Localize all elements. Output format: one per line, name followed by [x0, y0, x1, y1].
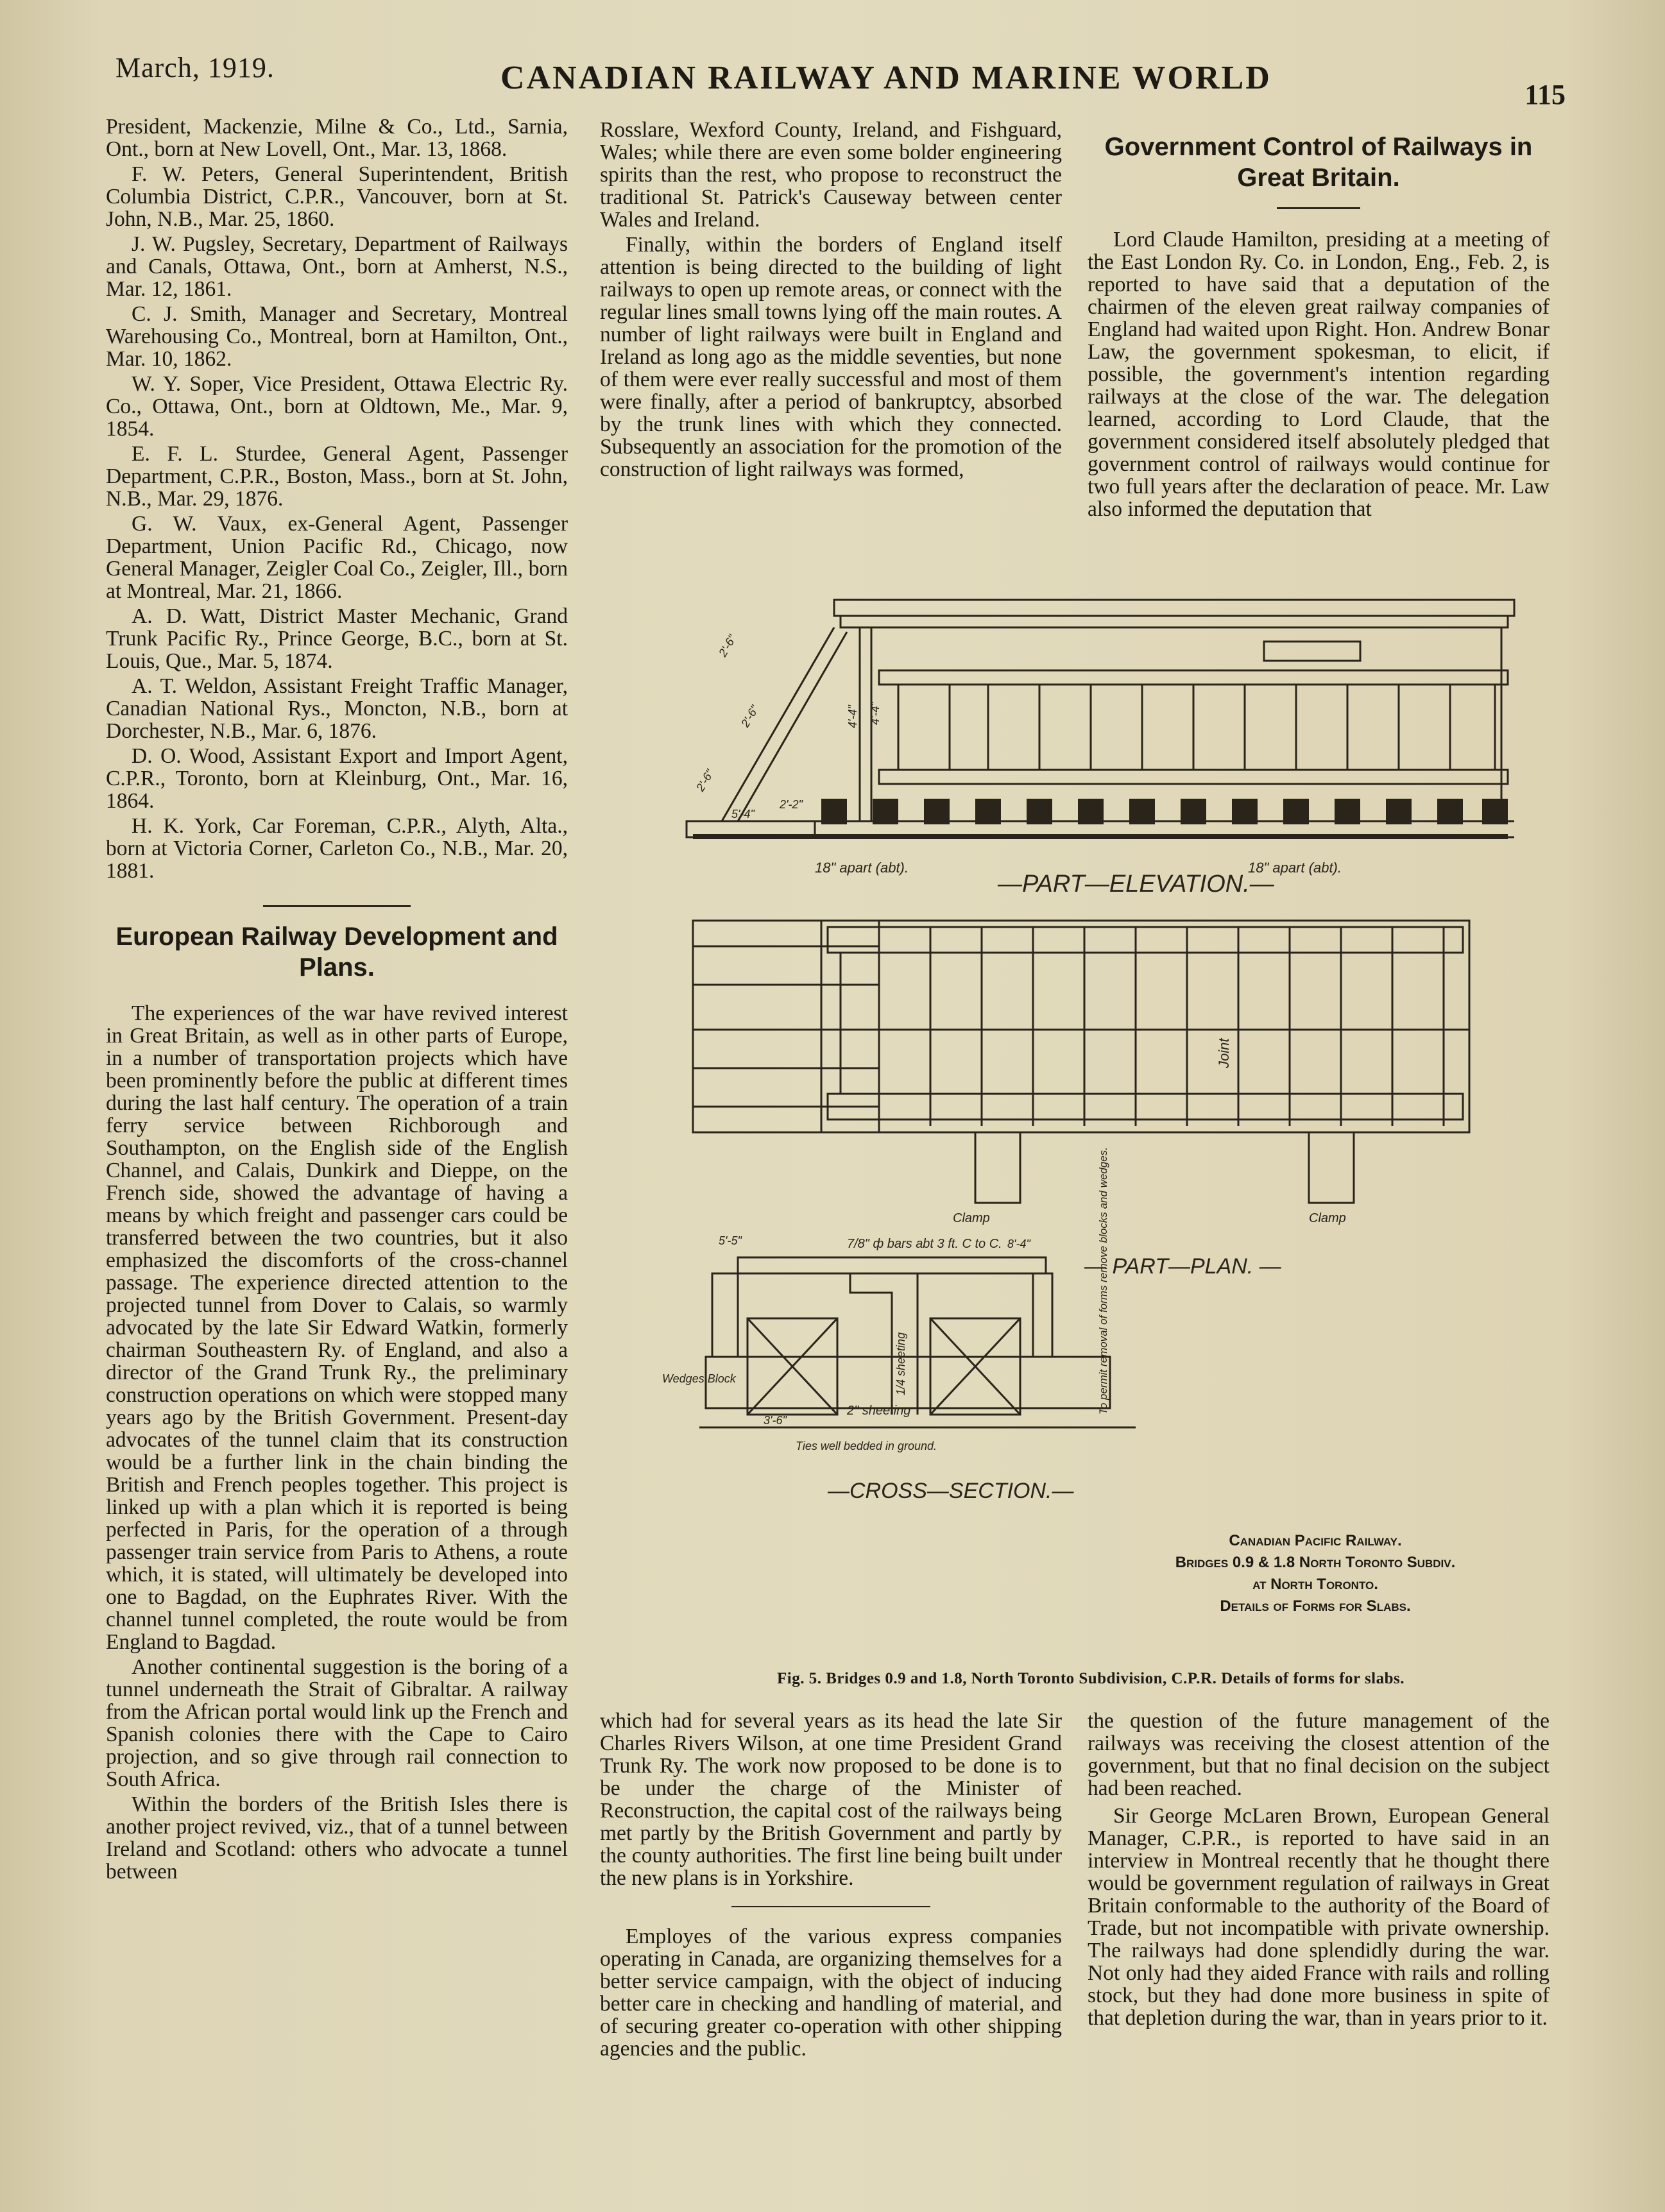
page-number: 115 [1524, 79, 1566, 110]
paragraph: Employes of the various express companies operating in Canada, are organizing themselves for a better service campaign, with the object of inducing better care in checking and handling of material, and of securing greater co-operation with other shipping agencies and the public. [600, 1925, 1062, 2061]
dim-label: 4'-4" [869, 702, 882, 725]
railway-location: at North Toronto. [1252, 1576, 1378, 1593]
paragraph: J. W. Pugsley, Secretary, Department of Railways and Canals, Ottawa, Ont., born at Amherst, N.S., Mar. 12, 1861. [106, 232, 568, 301]
paragraph: C. J. Smith, Manager and Secretary, Montreal Warehousing Co., Montreal, born at Hamilton, Ont., Mar. 10, 1862. [106, 302, 568, 371]
paragraph: H. K. York, Car Foreman, C.P.R., Alyth, Alta., born at Victoria Corner, Carleton Co., N.B., Mar. 20, 1881. [106, 814, 568, 883]
paragraph: A. D. Watt, District Master Mechanic, Grand Trunk Pacific Ry., Prince George, B.C., born at St. Louis, Que., Mar. 5, 1874. [106, 604, 568, 673]
government-control-heading: Government Control of Railways in Great Britain. [1104, 133, 1533, 192]
paragraph: G. W. Vaux, ex-General Agent, Passenger Department, Union Pacific Rd., Chicago, now General Manager, Zeigler Coal Co., Zeigler, Ill., born at Montreal, Mar. 21, 1866. [106, 512, 568, 603]
heading-rule [1277, 207, 1360, 209]
paragraph: D. O. Wood, Assistant Export and Import Agent, C.P.R., Toronto, born at Kleinburg, Ont., Mar. 16, 1864. [106, 744, 568, 813]
paragraph: the question of the future management of the railways was receiving the closest attention of the government, but that no final decision on the subject had been reached. [1088, 1709, 1550, 1800]
apart-left-label: 18" apart (abt). [815, 860, 909, 876]
paragraph: Sir George McLaren Brown, European General Manager, C.P.R., is reported to have said in an interview in Montreal recently that he thought there would be government regulation of railways in Great Britain conformable to the authority of the Board of Trade, but not incompatible with private ownership. The railways had done splendidly during the war. Not only had they aided France with rails and rolling stock, but they had done more business in spite of that depletion during the war, than in years prior to it. [1088, 1804, 1550, 2030]
dim-label: 2'-2" [780, 798, 803, 811]
column-3-top [1088, 132, 1550, 523]
paragraph: F. W. Peters, General Superintendent, British Columbia District, C.P.R., Vancouver, born at St. John, N.B., Mar. 25, 1860. [106, 162, 568, 231]
sheeting-horizontal-label: 2" sheeting [847, 1404, 911, 1418]
paragraph: Lord Claude Hamilton, presiding at a meeting of the East London Ry. Co. in London, Eng., Feb. 2, is reported to have said that a deputation of the chairmen of the eleven great railway companies of England had waited upon Right. Hon. Andrew Bonar Law, the government spokesman, to elicit, if possible, the government's intention regarding railways at the close of the war. The delegation learned, according to Lord Claude, that the government considered itself absolutely pledged that government control of railways would continue for two full years after the declaration of peace. Mr. Law also informed the deputation that [1088, 228, 1550, 521]
dim-label: 2'-6" [716, 632, 739, 659]
dim-label: 4'-4" [846, 705, 859, 728]
paragraph: W. Y. Soper, Vice President, Ottawa Electric Ry. Co., Ottawa, Ont., born at Oldtown, Me., Mar. 9, 1854. [106, 372, 568, 441]
paragraph: E. F. L. Sturdee, General Agent, Passenger Department, C.P.R., Boston, Mass., born at St. John, N.B., Mar. 29, 1876. [106, 442, 568, 511]
european-heading: European Railway Development and Plans. [115, 923, 558, 982]
paragraph: Rosslare, Wexford County, Ireland, and Fishguard, Wales; while there are even some bolder engineering spirits than the rest, who propose to reconstruct the traditional St. Patrick's Causeway between center Wales and Ireland. [600, 118, 1062, 232]
railway-name: Canadian Pacific Railway. [1229, 1532, 1402, 1549]
paragraph: Another continental suggestion is the boring of a tunnel underneath the Strait of Gibraltar. A railway from the African portal would link up the French and Spanish colonies there with the Cape to Cairo projection, and so give through rail connection to South Africa. [106, 1655, 568, 1791]
page-header [115, 45, 1566, 109]
paragraph: The experiences of the war have revived interest in Great Britain, as well as in other parts of Europe, in a number of transportation projects which have been prominently before the public at different times during the last half century. The operation of a train ferry service between Richborough and Southampton, on the English side of the English Channel, and Calais, Dunkirk and Dieppe, on the French side, showed the advantage of having a means by which freight and passenger cars could be transferred between the two countries, but it also emphasized the discomforts of the cross-channel passage. The experience directed attention to the projected tunnel from Dover to Calais, so warmly advocated by the late Sir Edward Watkin, formerly chairman Southeastern Ry. of England, and also a director of the Grand Trunk Ry., the preliminary construction operations on which were stopped many years ago by the British Government. Present-day advocates of the tunnel claim that its construction would be a further link in the chain binding the British and French peoples together. This project is linked up with a plan which it is reported is being perfected in Paris, for the operation of a through passenger train service from Paris to Athens, a route which, it is stated, will ultimately be developed into one to Bagdad, on the Euphrates River. With the channel tunnel completed, the route would be from England to Bagdad. [106, 1001, 568, 1654]
plan-label: — PART—PLAN. — [1084, 1254, 1281, 1279]
paragraph: Finally, within the borders of England itself attention is being directed to the building of light railways to open up remote areas, or connect with the regular lines small towns lying off the main routes. A number of light railways were built in England and Ireland as long ago as the middle seventies, but none of them were ever really successful and most of them were finally, after a period of bankruptcy, absorbed by the trunk lines with which they connected. Subsequently an association for the promotion of the construction of light railways was formed, [600, 233, 1062, 481]
section-divider [731, 1906, 930, 1907]
clamp-left-label: Clamp [953, 1211, 990, 1225]
column-3-bottom [1088, 1710, 1550, 2032]
bedded-label: Ties well bedded in ground. [796, 1440, 937, 1452]
wedges-label: Wedges Block [662, 1372, 736, 1385]
elevation-label: —PART—ELEVATION.— [998, 871, 1274, 898]
figure-caption: Fig. 5. Bridges 0.9 and 1.8, North Toronto Subdivision, C.P.R. Details of forms for slabs. [777, 1670, 1405, 1687]
column-2-top [600, 119, 1062, 483]
railway-title-block [1148, 1530, 1482, 1617]
dim-label: 2'-6" [694, 767, 717, 794]
section-label: —CROSS—SECTION.— [828, 1479, 1074, 1503]
dim-label: 5'-5" [719, 1234, 742, 1247]
dim-label: 3'-6" [764, 1414, 787, 1427]
engineering-drawing [648, 581, 1559, 1671]
cross-section-drawing [699, 1257, 1136, 1427]
apart-right-label: 18" apart (abt). [1248, 860, 1342, 876]
paragraph: Within the borders of the British Isles there is another project revived, viz., that of a tunnel between Ireland and Scotland: others who advocate a tunnel between [106, 1792, 568, 1884]
bridge-forms-figure [648, 581, 1559, 1671]
bars-label: 7/8" ф bars abt 3 ft. C to C. [847, 1237, 1002, 1251]
dim-label: 5'-4" [731, 808, 755, 821]
permit-label: To permit removal of forms remove blocks and wedges. [1097, 1147, 1109, 1415]
joint-label: Joint [1216, 1038, 1232, 1068]
railway-bridges: Bridges 0.9 & 1.8 North Toronto Subdiv. [1175, 1554, 1456, 1571]
paragraph: which had for several years as its head the late Sir Charles Rivers Wilson, at one time President Grand Trunk Ry. The work now proposed to be done is to be under the charge of the Minister of Reconstruction, the capital cost of the railways being met partly by the British Government and partly by the county authorities. The first line being built under the new plans is in Yorkshire. [600, 1709, 1062, 1890]
dim-label: 8'-4" [1007, 1238, 1030, 1250]
clamp-right-label: Clamp [1309, 1211, 1346, 1225]
column-1 [106, 115, 568, 1885]
part-plan-drawing [693, 921, 1469, 1203]
section-divider [263, 905, 411, 907]
railway-details: Details of Forms for Slabs. [1220, 1597, 1411, 1615]
sheeting-vertical-label: 1/4 sheeting [894, 1332, 907, 1395]
paragraph: A. T. Weldon, Assistant Freight Traffic Manager, Canadian National Rys., Moncton, N.B., born at Dorchester, N.B., Mar. 6, 1876. [106, 674, 568, 743]
dim-label: 2'-6" [739, 702, 762, 729]
paragraph: President, Mackenzie, Milne & Co., Ltd., Sarnia, Ont., born at New Lovell, Ont., Mar. 13, 1868. [106, 115, 568, 161]
header-title: CANADIAN RAILWAY AND MARINE WORLD [500, 60, 1272, 96]
column-2-bottom [600, 1710, 1062, 2063]
header-date: March, 1919. [115, 52, 275, 83]
